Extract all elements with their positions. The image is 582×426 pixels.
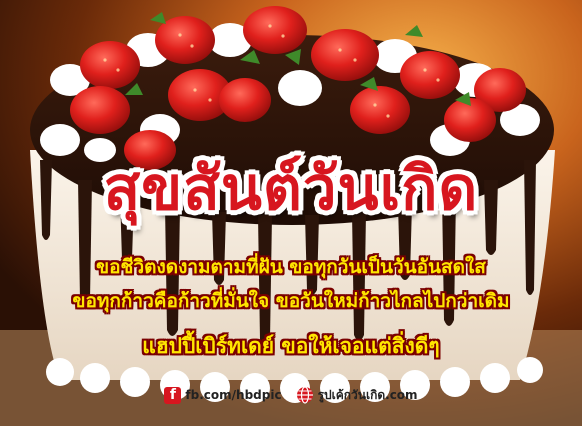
facebook-icon: f <box>164 387 181 404</box>
facebook-credit[interactable] <box>164 387 281 404</box>
site-credit[interactable] <box>296 386 418 405</box>
title <box>0 152 582 226</box>
wish-line-3: แฮปปี้เบิร์ทเดย์ ขอให้เจอแต่สิ่งดีๆ <box>142 334 440 358</box>
site-label: รูปเค้กวันเกิด.com <box>317 387 418 402</box>
footer-credits <box>0 382 582 408</box>
title-part-1: สุขสันต์ <box>103 154 303 224</box>
wish-line-2: ขอทุกก้าวคือก้าวที่มั่นใจ ขอวันใหม่ก้าวไกลไปกว่าเดิม <box>72 290 510 312</box>
wish-line-1: ขอชีวิตงดงามตามที่ฝัน ขอทุกวันเป็นวันอันสดใส <box>96 256 486 278</box>
title-part-2: วันเกิด <box>302 154 479 224</box>
facebook-label: fb.com/hbdpic <box>185 388 282 402</box>
globe-icon <box>296 386 314 404</box>
